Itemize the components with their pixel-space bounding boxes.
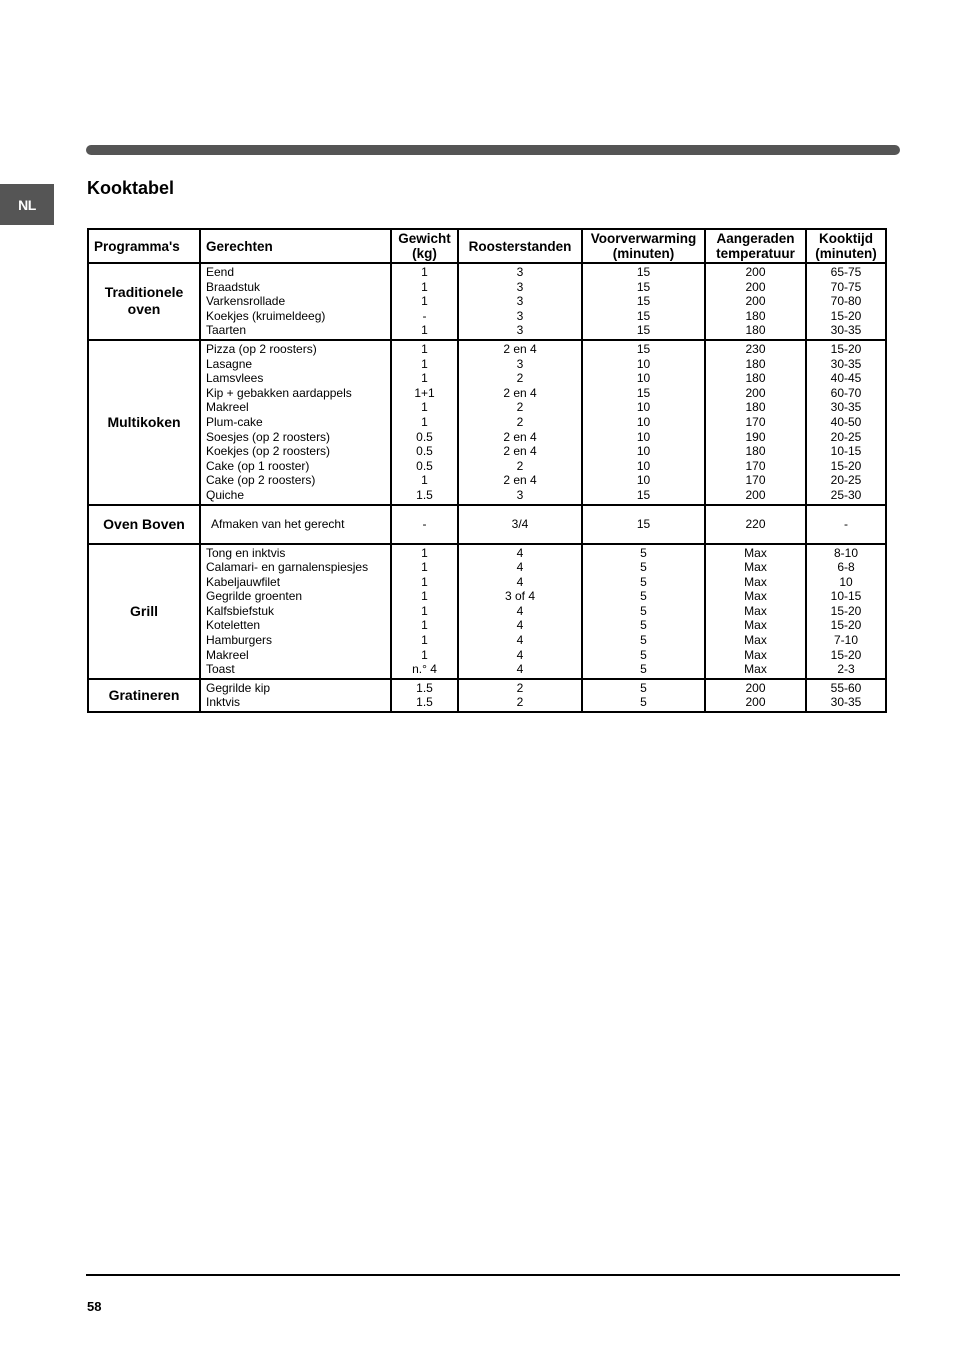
gewicht-value: 1 <box>421 618 428 633</box>
kooktijd-value: 70-75 <box>830 279 862 294</box>
gewicht-cell <box>391 679 458 712</box>
roosterstanden-value: 4 <box>516 647 524 662</box>
gerechten-cell <box>200 544 391 679</box>
kooktijd-cell <box>806 544 886 679</box>
roosterstanden-value: 4 <box>516 545 524 560</box>
gewicht-value: 1 <box>421 279 428 294</box>
temperatuur-value: 190 <box>745 429 766 444</box>
roosterstanden-cell <box>458 340 582 505</box>
temperatuur-value: 180 <box>745 400 766 415</box>
dish-name: Pizza (op 2 roosters) <box>206 341 317 356</box>
roosterstanden-value: 3 <box>516 323 524 338</box>
kooktijd-value: 40-50 <box>830 414 862 429</box>
temperatuur-value: 200 <box>745 487 766 502</box>
page-title: Kooktabel <box>87 178 175 198</box>
roosterstanden-value: 4 <box>516 574 524 589</box>
roosterstanden-value: 3 of 4 <box>504 589 536 604</box>
kooktijd-value: 65-75 <box>830 265 862 279</box>
dish-name: Afmaken van het gerecht <box>211 516 345 531</box>
temperatuur-cell <box>705 679 806 712</box>
temperatuur-value: 220 <box>745 516 766 531</box>
roosterstanden-value: 4 <box>516 603 524 618</box>
temperatuur-value: Max <box>744 545 767 560</box>
roosterstanden-value: 3 <box>516 265 524 279</box>
voorverwarming-value: 5 <box>640 695 647 710</box>
roosterstanden-value: 4 <box>516 560 524 575</box>
kooktijd-value: 30-35 <box>830 356 862 371</box>
kooktijd-value: 10-15 <box>830 444 862 459</box>
dish-name: Kabeljauwfilet <box>206 574 281 589</box>
temperatuur-value: 200 <box>745 279 766 294</box>
dish-name: Cake (op 1 rooster) <box>206 458 310 473</box>
gewicht-value: 0.5 <box>416 444 433 459</box>
dish-name: Makreel <box>206 400 249 415</box>
kooktijd-value: 40-45 <box>830 371 862 386</box>
header-bar <box>86 145 900 155</box>
dish-name: Braadstuk <box>206 279 261 294</box>
voorverwarming-value: 15 <box>636 323 651 338</box>
kooktijd-value: 7-10 <box>833 633 859 648</box>
voorverwarming-value: 5 <box>640 545 647 560</box>
gewicht-value: - <box>422 516 427 531</box>
kooktijd-value: 60-70 <box>830 385 862 400</box>
roosterstanden-cell <box>458 544 582 679</box>
gewicht-value: 1 <box>421 603 428 618</box>
kooktijd-value: 15-20 <box>830 458 862 473</box>
voorverwarming-value: 5 <box>640 618 647 633</box>
kooktijd-value: 25-30 <box>830 487 862 502</box>
gerechten-cell <box>200 263 391 340</box>
roosterstanden-cell <box>458 263 582 340</box>
temperatuur-cell <box>705 340 806 505</box>
temperatuur-value: 200 <box>745 294 766 309</box>
temperatuur-value: 180 <box>745 356 766 371</box>
roosterstanden-value: 2 en 4 <box>503 473 537 488</box>
dish-name: Hamburgers <box>206 633 273 648</box>
temperatuur-value: 200 <box>745 680 766 695</box>
dish-name: Varkensrollade <box>206 294 286 309</box>
gewicht-value: 1 <box>421 560 428 575</box>
gewicht-value: 1.5 <box>416 695 433 710</box>
table-row <box>88 679 886 712</box>
voorverwarming-value: 5 <box>640 662 647 677</box>
dish-name: Eend <box>206 265 235 279</box>
gewicht-value: 1.5 <box>416 487 433 502</box>
roosterstanden-value: 2 en 4 <box>503 429 537 444</box>
gewicht-value: 0.5 <box>416 458 433 473</box>
table-body <box>88 263 886 712</box>
dish-name: Inktvis <box>206 695 241 710</box>
table-header-row <box>88 229 886 263</box>
voorverwarming-value: 15 <box>636 265 651 279</box>
roosterstanden-value: 2 <box>516 695 524 710</box>
gewicht-value: 1 <box>421 265 428 279</box>
kooktijd-value: 15-20 <box>830 618 862 633</box>
voorverwarming-value: 15 <box>636 341 651 356</box>
header-gerechten: Gerechten <box>200 229 391 263</box>
table-row <box>88 263 886 340</box>
dish-name: Lasagne <box>206 356 253 371</box>
roosterstanden-value: 4 <box>516 662 524 677</box>
voorverwarming-cell <box>582 340 705 505</box>
gerechten-cell <box>200 505 391 544</box>
dish-name: Kip + gebakken aardappels <box>206 385 352 400</box>
roosterstanden-value: 2 <box>516 680 524 695</box>
gewicht-value: 1+1 <box>414 385 435 400</box>
gerechten-cell <box>200 340 391 505</box>
kooktijd-value: 10 <box>839 574 853 589</box>
roosterstanden-cell <box>458 679 582 712</box>
gewicht-value: 1 <box>421 574 428 589</box>
header-roosterstanden: Roosterstanden <box>458 229 582 263</box>
voorverwarming-value: 10 <box>636 429 651 444</box>
temperatuur-value: 180 <box>745 371 766 386</box>
kooktijd-value: 55-60 <box>830 680 862 695</box>
kooktijd-value: 30-35 <box>830 695 862 710</box>
gewicht-value: 1 <box>421 323 428 338</box>
voorverwarming-value: 5 <box>640 647 647 662</box>
program-name: Grill <box>88 544 200 679</box>
roosterstanden-cell <box>458 505 582 544</box>
temperatuur-value: Max <box>744 574 767 589</box>
voorverwarming-value: 5 <box>640 589 647 604</box>
voorverwarming-value: 10 <box>636 473 651 488</box>
kooktijd-value: 30-35 <box>830 323 862 338</box>
gewicht-value: 1 <box>421 414 428 429</box>
temperatuur-value: Max <box>744 560 767 575</box>
gewicht-cell <box>391 505 458 544</box>
temperatuur-value: 170 <box>745 473 766 488</box>
kooktijd-value: 15-20 <box>830 603 862 618</box>
temperatuur-value: Max <box>744 662 767 677</box>
temperatuur-value: Max <box>744 647 767 662</box>
temperatuur-value: Max <box>744 603 767 618</box>
roosterstanden-value: 2 <box>516 414 524 429</box>
kooktijd-value: 2-3 <box>837 662 855 677</box>
dish-name: Tong en inktvis <box>206 545 286 560</box>
table-row <box>88 340 886 505</box>
voorverwarming-value: 10 <box>636 400 651 415</box>
dish-name: Soesjes (op 2 roosters) <box>206 429 331 444</box>
gewicht-cell <box>391 340 458 505</box>
dish-name: Kalfsbiefstuk <box>206 603 275 618</box>
voorverwarming-value: 5 <box>640 633 647 648</box>
voorverwarming-value: 10 <box>636 458 651 473</box>
temperatuur-cell <box>705 505 806 544</box>
voorverwarming-value: 5 <box>640 560 647 575</box>
temperatuur-value: 200 <box>745 695 766 710</box>
header-temperatuur: Aangeraden temperatuur <box>705 229 806 263</box>
kooktijd-value: 15-20 <box>830 308 862 323</box>
kooktijd-cell <box>806 679 886 712</box>
kooktijd-value: 8-10 <box>833 545 859 560</box>
voorverwarming-value: 10 <box>636 371 651 386</box>
kooktijd-value: 20-25 <box>830 429 862 444</box>
temperatuur-value: 180 <box>745 323 766 338</box>
dish-name: Quiche <box>206 487 245 502</box>
gewicht-value: 1.5 <box>416 680 433 695</box>
dish-name: Gegrilde kip <box>206 680 271 695</box>
gewicht-value: 1 <box>421 589 428 604</box>
table-row <box>88 505 886 544</box>
voorverwarming-value: 10 <box>636 444 651 459</box>
voorverwarming-value: 15 <box>636 385 651 400</box>
voorverwarming-cell <box>582 505 705 544</box>
gewicht-value: 1 <box>421 356 428 371</box>
roosterstanden-value: 3 <box>516 279 524 294</box>
temperatuur-value: Max <box>744 633 767 648</box>
temperatuur-value: 180 <box>745 444 766 459</box>
header-kooktijd: Kooktijd (minuten) <box>806 229 886 263</box>
program-name: Multikoken <box>88 340 200 505</box>
kooktijd-value: 70-80 <box>830 294 862 309</box>
gewicht-value: 1 <box>421 341 428 356</box>
gewicht-value: 1 <box>421 545 428 560</box>
language-tab: NL <box>0 184 54 225</box>
roosterstanden-value: 2 en 4 <box>503 385 537 400</box>
gewicht-value: 1 <box>421 371 428 386</box>
kooktijd-value: - <box>844 516 848 531</box>
voorverwarming-value: 15 <box>636 308 651 323</box>
voorverwarming-value: 10 <box>636 356 651 371</box>
kooktijd-value: 10-15 <box>830 589 862 604</box>
roosterstanden-value: 2 <box>516 458 524 473</box>
gewicht-value: n.° 4 <box>412 662 437 677</box>
roosterstanden-value: 3 <box>516 487 524 502</box>
dish-name: Taarten <box>206 323 247 338</box>
kooktijd-cell <box>806 263 886 340</box>
gewicht-value: 1 <box>421 473 428 488</box>
header-programma: Programma's <box>88 229 200 263</box>
voorverwarming-value: 15 <box>636 487 651 502</box>
voorverwarming-cell <box>582 263 705 340</box>
voorverwarming-cell <box>582 679 705 712</box>
kooktijd-value: 15-20 <box>830 647 862 662</box>
roosterstanden-value: 2 <box>516 371 524 386</box>
kooktijd-value: 30-35 <box>830 400 862 415</box>
kooktijd-value: 20-25 <box>830 473 862 488</box>
kooktijd-cell <box>806 505 886 544</box>
voorverwarming-cell <box>582 544 705 679</box>
gewicht-value: - <box>422 308 427 323</box>
roosterstanden-value: 3/4 <box>511 516 529 531</box>
page-number: 58 <box>87 1299 102 1314</box>
temperatuur-value: Max <box>744 618 767 633</box>
temperatuur-cell <box>705 263 806 340</box>
program-name: Traditionele oven <box>88 263 200 340</box>
dish-name: Plum-cake <box>206 414 263 429</box>
temperatuur-value: Max <box>744 589 767 604</box>
gewicht-cell <box>391 263 458 340</box>
roosterstanden-value: 2 <box>516 400 524 415</box>
dish-name: Makreel <box>206 647 249 662</box>
footer-rule <box>86 1274 900 1276</box>
gewicht-value: 1 <box>421 633 428 648</box>
gewicht-value: 0.5 <box>416 429 433 444</box>
gewicht-value: 1 <box>421 294 428 309</box>
dish-name: Gegrilde groenten <box>206 589 303 604</box>
temperatuur-cell <box>705 544 806 679</box>
kooktijd-value: 15-20 <box>830 341 862 356</box>
gerechten-cell <box>200 679 391 712</box>
cooking-table <box>87 228 887 713</box>
temperatuur-value: 170 <box>745 458 766 473</box>
temperatuur-value: 230 <box>745 341 766 356</box>
roosterstanden-value: 2 en 4 <box>503 341 537 356</box>
kooktijd-value: 6-8 <box>837 560 855 575</box>
temperatuur-value: 200 <box>745 265 766 279</box>
dish-name: Koekjes (kruimeldeeg) <box>206 308 326 323</box>
roosterstanden-value: 2 en 4 <box>503 444 537 459</box>
dish-name: Cake (op 2 roosters) <box>206 473 316 488</box>
dish-name: Lamsvlees <box>206 371 264 386</box>
temperatuur-value: 180 <box>745 308 766 323</box>
voorverwarming-value: 5 <box>640 603 647 618</box>
roosterstanden-value: 4 <box>516 618 524 633</box>
gewicht-cell <box>391 544 458 679</box>
voorverwarming-value: 5 <box>640 574 647 589</box>
dish-name: Koekjes (op 2 roosters) <box>206 444 331 459</box>
temperatuur-value: 170 <box>745 414 766 429</box>
program-name: Oven Boven <box>88 505 200 544</box>
voorverwarming-value: 15 <box>636 294 651 309</box>
voorverwarming-value: 5 <box>640 680 647 695</box>
roosterstanden-value: 3 <box>516 356 524 371</box>
table-row <box>88 544 886 679</box>
header-gewicht: Gewicht (kg) <box>391 229 458 263</box>
voorverwarming-value: 15 <box>636 279 651 294</box>
temperatuur-value: 200 <box>745 385 766 400</box>
roosterstanden-value: 3 <box>516 308 524 323</box>
gewicht-value: 1 <box>421 400 428 415</box>
roosterstanden-value: 3 <box>516 294 524 309</box>
program-name: Gratineren <box>88 679 200 712</box>
voorverwarming-value: 15 <box>636 516 651 531</box>
header-voorverwarming: Voorverwarming (minuten) <box>582 229 705 263</box>
gewicht-value: 1 <box>421 647 428 662</box>
dish-name: Koteletten <box>206 618 261 633</box>
kooktijd-cell <box>806 340 886 505</box>
dish-name: Calamari- en garnalenspiesjes <box>206 560 369 575</box>
roosterstanden-value: 4 <box>516 633 524 648</box>
voorverwarming-value: 10 <box>636 414 651 429</box>
dish-name: Toast <box>206 662 235 677</box>
